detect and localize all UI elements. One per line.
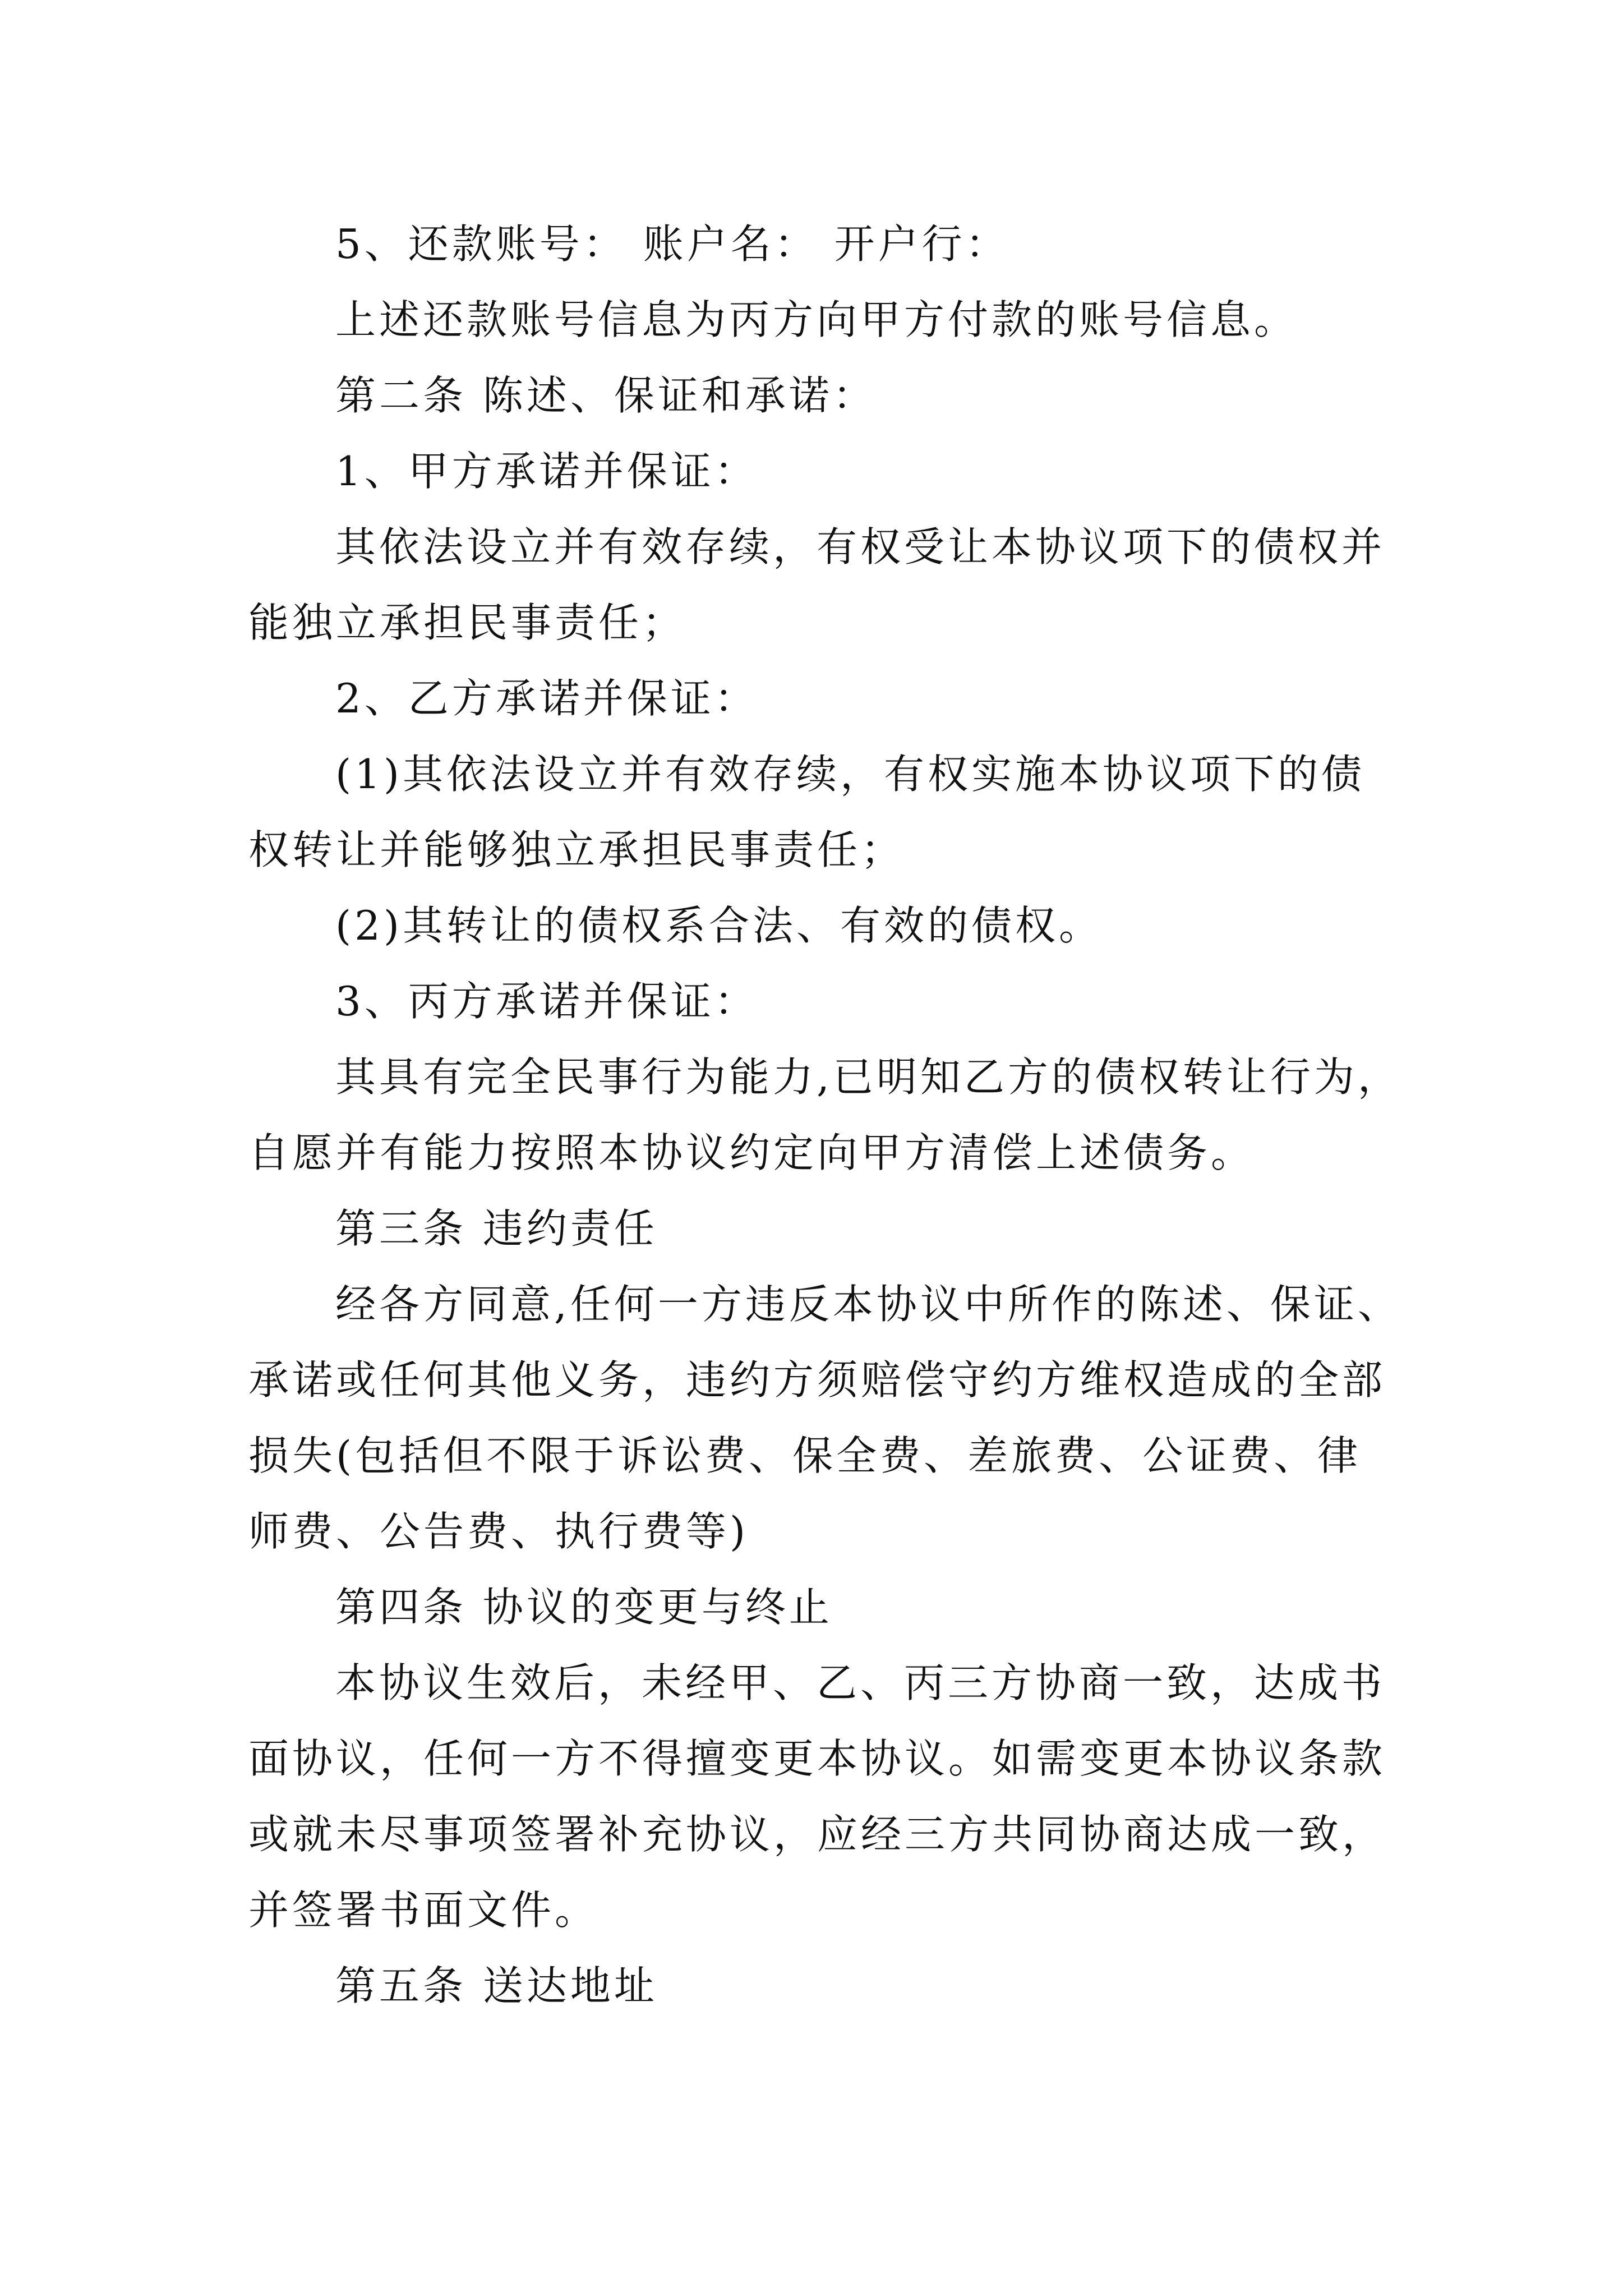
section-heading: 第三条 违约责任 xyxy=(335,1205,658,1252)
section-heading: 第五条 送达地址 xyxy=(335,1962,658,2009)
text-line: 或就未尽事项签署补充协议，应经三方共同协商达成一致， xyxy=(248,1811,1386,1858)
text-line: 权转让并能够独立承担民事责任； xyxy=(248,826,905,873)
text-line: 本协议生效后，未经甲、乙、丙三方协商一致，达成书 xyxy=(335,1659,1386,1706)
text-line: (1)其依法设立并有效存续，有权实施本协议项下的债 xyxy=(335,751,1365,798)
text-line: 经各方同意,任何一方违反本协议中所作的陈述、保证、 xyxy=(335,1281,1401,1328)
text-line: 2、乙方承诺并保证： xyxy=(335,675,758,722)
text-line: 承诺或任何其他义务，违约方须赔偿守约方维权造成的全部 xyxy=(248,1356,1386,1404)
text-line: 5、还款账号： 账户名： 开户行： xyxy=(335,220,1009,268)
text-line: 1、甲方承诺并保证： xyxy=(335,448,758,495)
text-line: (2)其转让的债权系合法、有效的债权。 xyxy=(335,902,1103,949)
text-line: 损失(包括但不限于诉讼费、保全费、差旅费、公证费、律 xyxy=(248,1432,1362,1479)
section-heading: 第四条 协议的变更与终止 xyxy=(335,1584,833,1631)
text-line: 其具有完全民事行为能力,已明知乙方的债权转让行为， xyxy=(335,1053,1401,1101)
text-line: 3、丙方承诺并保证： xyxy=(335,978,758,1025)
text-line: 其依法设立并有效存续，有权受让本协议项下的债权并 xyxy=(335,523,1386,570)
text-line: 上述还款账号信息为丙方向甲方付款的账号信息。 xyxy=(335,296,1298,343)
text-line: 面协议，任何一方不得擅变更本协议。如需变更本协议条款 xyxy=(248,1735,1386,1782)
section-heading: 第二条 陈述、保证和承诺： xyxy=(335,372,877,419)
text-line: 并签署书面文件。 xyxy=(248,1887,599,1934)
text-line: 师费、公告费、执行费等) xyxy=(248,1508,749,1555)
text-line: 能独立承担民事责任； xyxy=(248,599,686,646)
text-line: 自愿并有能力按照本协议约定向甲方清偿上述债务。 xyxy=(248,1129,1255,1176)
